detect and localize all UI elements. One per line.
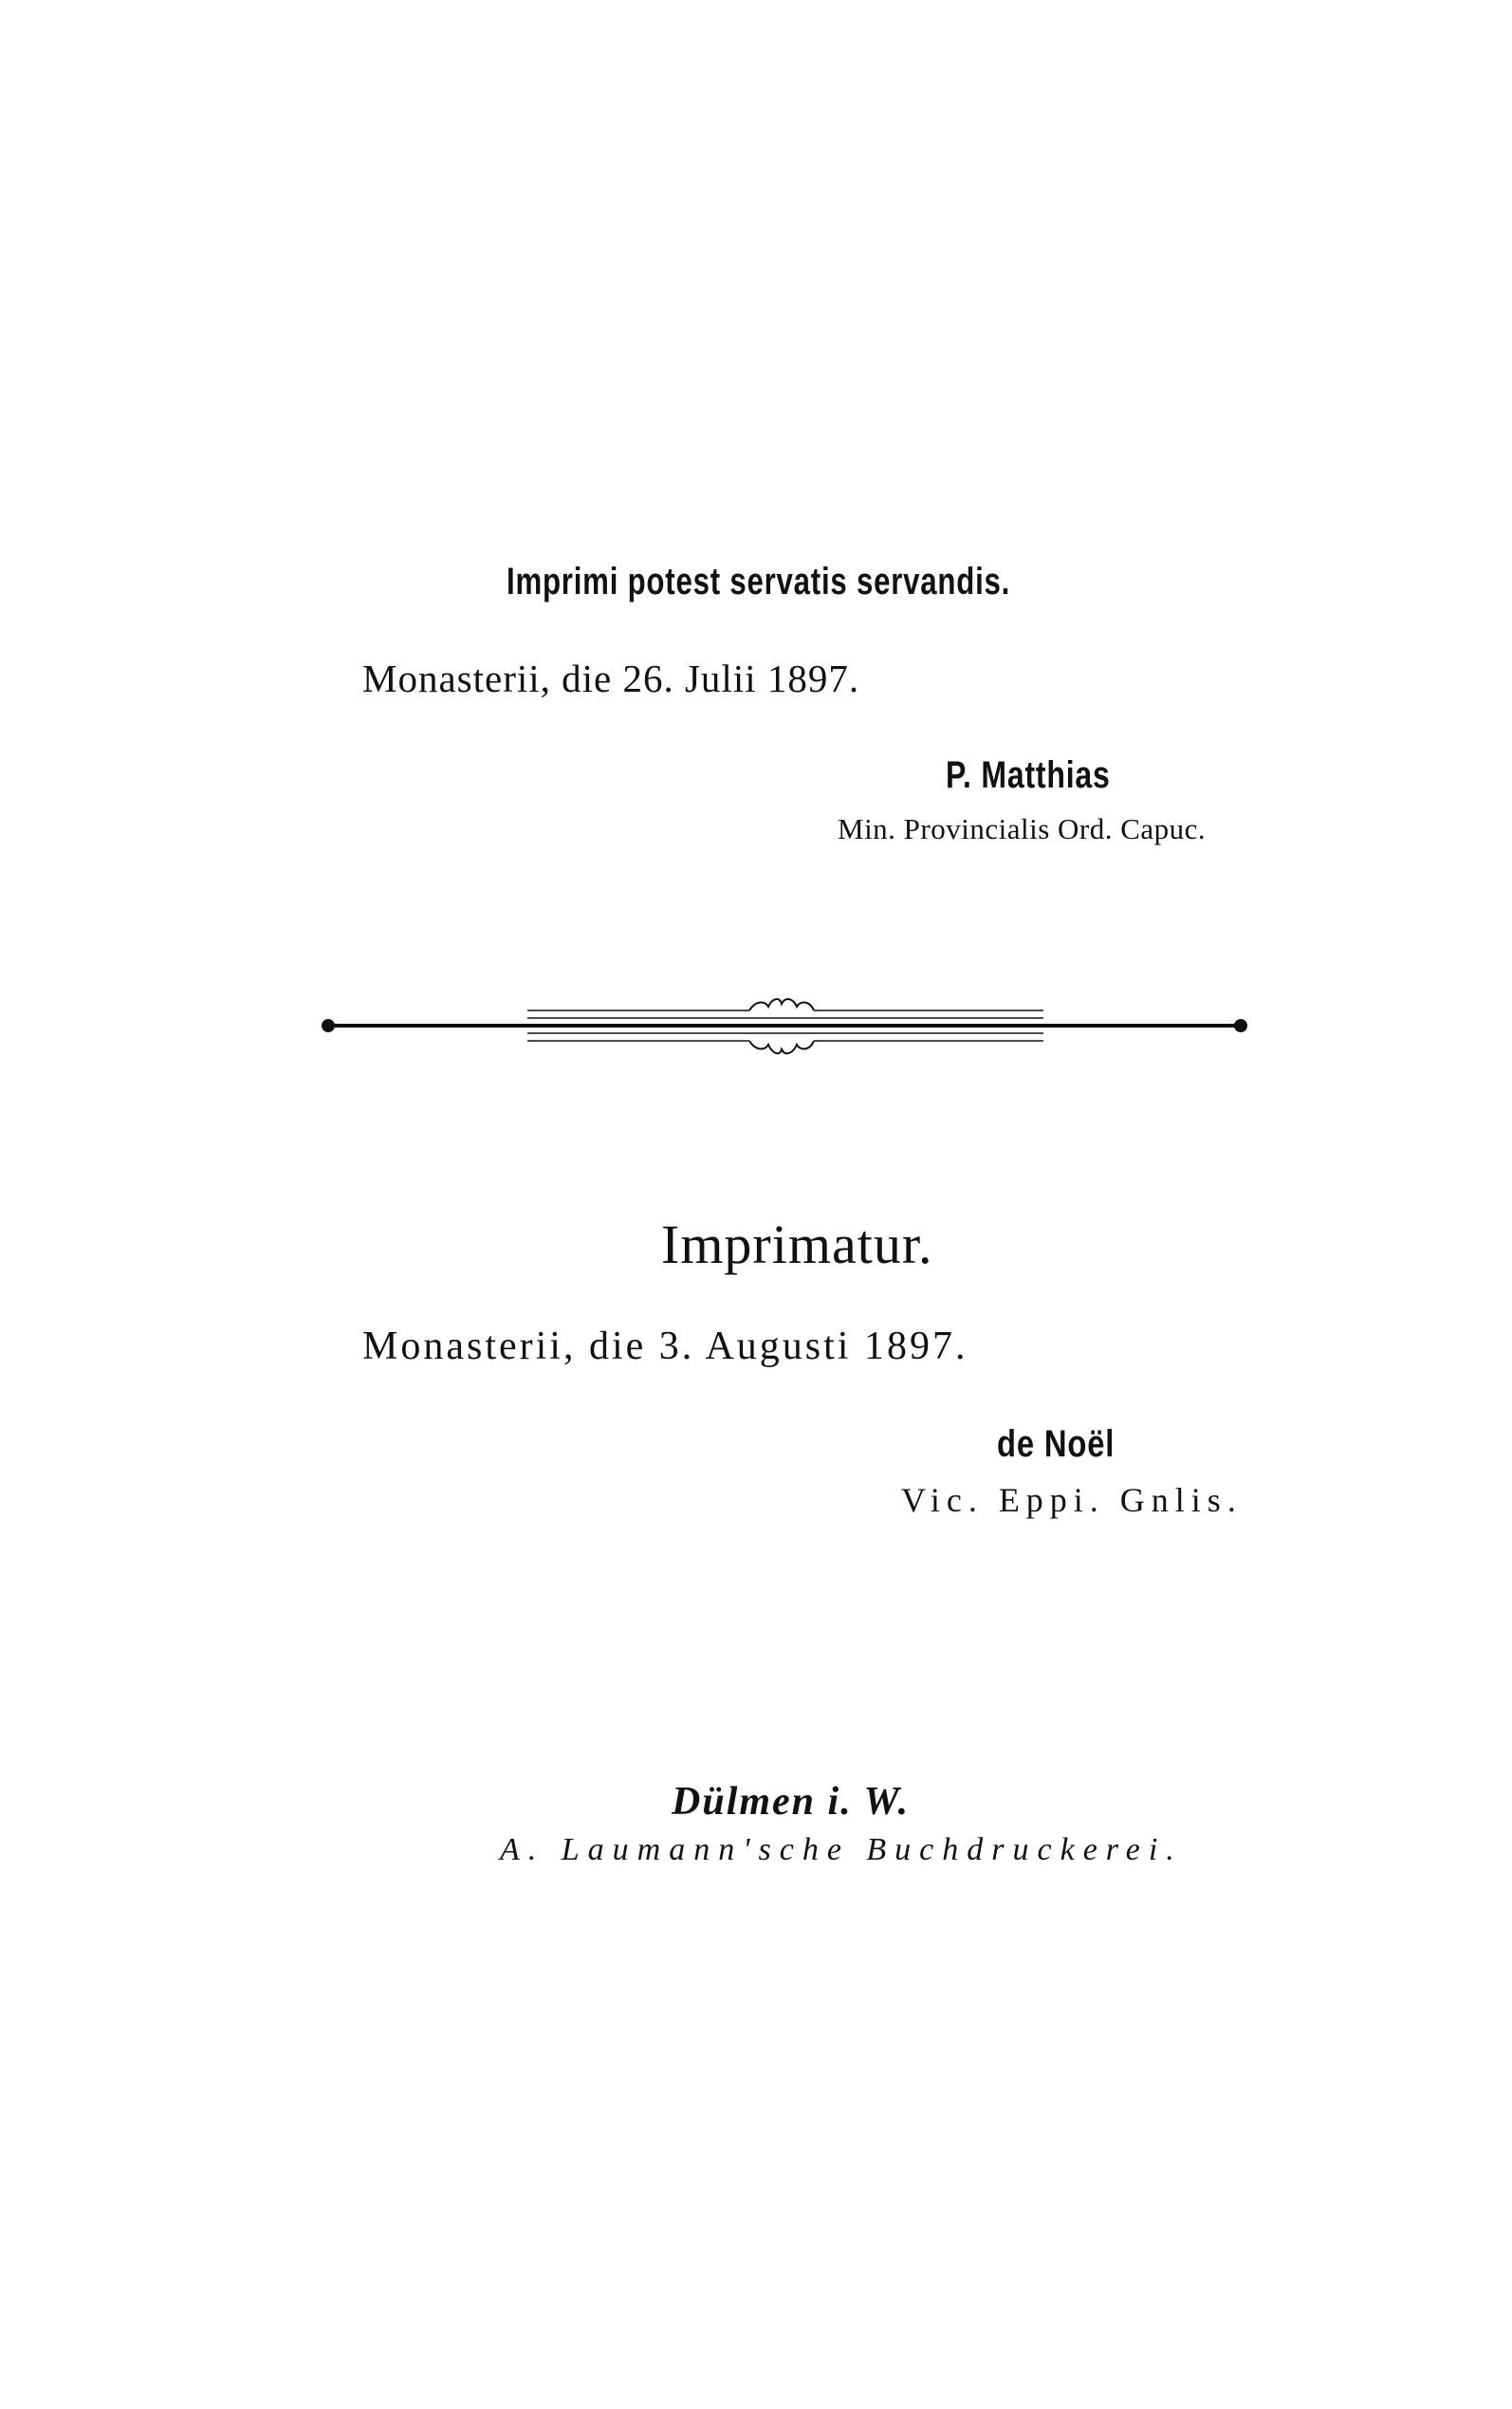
imprimatur-heading: Imprimatur.: [661, 1214, 933, 1275]
divider-right-dot: [1234, 1019, 1247, 1032]
divider-rules: [328, 999, 1241, 1053]
ornamental-divider: [313, 987, 1262, 1072]
divider-left-dot: [322, 1019, 335, 1032]
approval-signer: P. Matthias: [946, 754, 1111, 796]
imprint-printer: A. Laumann'sche Buchdruckerei.: [500, 1832, 1183, 1867]
approval-signer-title: Min. Provincialis Ord. Capuc.: [838, 812, 1207, 845]
approval-date: Monasterii, die 26. Julii 1897.: [362, 657, 860, 700]
imprimatur-signer: de Noël: [997, 1423, 1116, 1465]
divider-lower-flourish: [749, 1041, 814, 1053]
imprint-place: Dülmen i. W.: [672, 1780, 911, 1824]
divider-upper-flourish: [749, 999, 814, 1010]
approval-heading: Imprimi potest servatis servandis.: [507, 561, 1011, 602]
imprimatur-date: Monasterii, die 3. Augusti 1897.: [362, 1325, 968, 1368]
imprimatur-signer-title: Vic. Eppi. Gnlis.: [901, 1481, 1243, 1519]
